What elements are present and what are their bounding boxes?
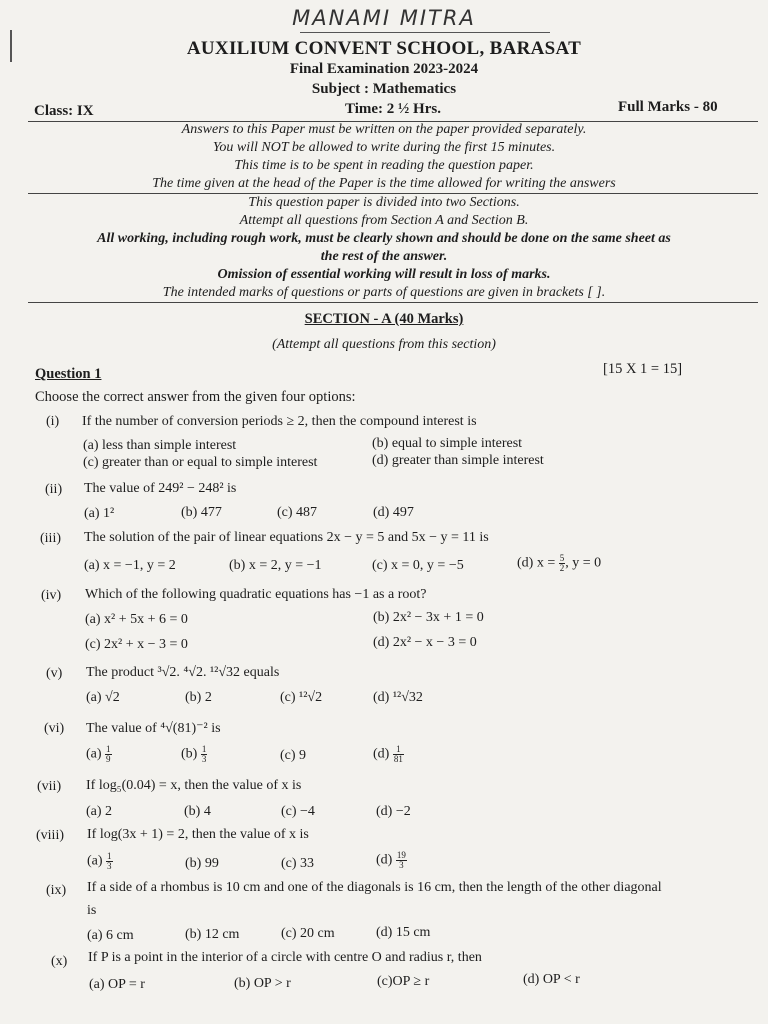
option-a: (a) $\frac{1}{9}$ [86,744,111,764]
subject: Subject : Mathematics [311,81,457,97]
option-d: (d) 497 [373,505,414,520]
instruction-rule [28,193,758,194]
option-a: (a) less than simple interest [83,438,237,453]
option-b: (b) 477 [181,505,222,520]
item-number: (vii) [37,779,62,794]
question-label: Question 1 [35,366,102,382]
option-d: (d) ¹²√32 [373,690,423,705]
instruction-7: All working, including rough work, must be clearly shown and should be done on the same sheet as [97,231,671,246]
option-b: (b) 2x² − 3x + 1 = 0 [373,610,484,625]
option-d: (d) x = $\frac{5}{2}$ , y = 0 [517,553,602,573]
question-text: If a side of a rhombus is 10 cm and one of the diagonals is 16 cm, then the length of the other diagonal [87,880,662,895]
fraction-5-2: $\frac{5}{2}$ [559,553,565,573]
item-number: (x) [51,954,68,969]
section-title: SECTION - A (40 Marks) [304,311,464,327]
option-d: (d) −2 [376,804,411,819]
question-marks: [15 X 1 = 15] [603,361,683,377]
option-b: (b) 12 cm [185,927,240,942]
item-number: (vi) [44,721,65,736]
question-text: If P is a point in the interior of a circle with centre O and radius r, then [88,950,482,965]
option-c: (c)OP ≥ r [377,974,430,989]
option-c: (c) 20 cm [281,926,335,941]
option-c: (c) −4 [281,804,315,819]
option-c: (c) greater than or equal to simple interest [83,455,318,470]
instruction-4: The time given at the head of the Paper is the time allowed for writing the answers [152,176,616,191]
name-underline [300,32,550,33]
instruction-10: The intended marks of questions or parts of questions are given in brackets [ ]. [162,285,606,300]
question-text: The solution of the pair of linear equations 2x − y = 5 and 5x − y = 11 is [84,530,489,545]
option-a: (a) x² + 5x + 6 = 0 [85,612,188,627]
fraction-1-81: $\frac{1}{81}$ [393,744,403,764]
option-b: (b) $\frac{1}{3}$ [181,744,207,764]
option-d: (d) 15 cm [376,925,431,940]
instruction-3: This time is to be spent in reading the question paper. [234,158,534,173]
option-c: (c) 487 [277,505,318,520]
option-d: (d) $\frac{1}{81}$ [373,744,403,764]
instruction-8: the rest of the answer. [320,249,448,264]
option-b: (b) x = 2, y = −1 [229,558,322,573]
option-b: (b) 2 [185,690,212,705]
option-d: (d) $\frac{19}{3}$ [376,850,406,870]
question-text: Which of the following quadratic equations has −1 as a root? [85,587,427,602]
school-name: AUXILIUM CONVENT SCHOOL, BARASAT [186,38,582,59]
option-b: (b) 4 [184,804,211,819]
exam-title: Final Examination 2023-2024 [289,61,479,77]
question-text: The value of 249² − 248² is [84,481,237,496]
option-a: (a) $\frac{1}{3}$ [87,851,112,871]
question-text: If log₅(0.04) = x, then the value of x is [86,778,302,793]
option-b: (b) 99 [185,856,219,871]
fraction-19-3: $\frac{19}{3}$ [396,850,406,870]
option-c: (c) x = 0, y = −5 [372,558,464,573]
fraction-1-3: $\frac{1}{3}$ [107,851,112,871]
time-label: Time: 2 ½ Hrs. [345,101,441,117]
item-number: (iv) [41,588,62,603]
option-d: (d) 2x² − x − 3 = 0 [373,635,477,650]
instruction-6: Attempt all questions from Section A and Section B. [239,213,529,228]
section-subtitle: (Attempt all questions from this section) [272,337,496,352]
option-c: (c) 2x² + x − 3 = 0 [85,637,188,652]
item-number: (iii) [40,531,61,546]
question-text-continued: is [87,903,97,918]
item-number: (ix) [46,883,67,898]
question-text: If log(3x + 1) = 2, then the value of x is [87,827,309,842]
item-number: (viii) [36,828,64,843]
class-label: Class: IX [34,103,94,119]
option-a: (a) 6 cm [87,928,134,943]
option-d: (d) greater than simple interest [372,453,544,468]
fraction-1-9: $\frac{1}{9}$ [106,744,111,764]
fraction-1-3: $\frac{1}{3}$ [201,744,207,764]
instruction-9: Omission of essential working will result in loss of marks. [217,267,551,282]
option-d: (d) OP < r [523,972,580,987]
option-a: (a) 2 [86,804,113,819]
option-a: (a) √2 [86,690,120,705]
option-b: (b) OP > r [234,976,291,991]
question-text: The product ³√2. ⁴√2. ¹²√32 equals [86,665,280,680]
full-marks: Full Marks - 80 [618,99,718,115]
instruction-2: You will NOT be allowed to write during the first 15 minutes. [212,140,556,155]
option-a: (a) 1² [84,506,115,521]
option-c: (c) 9 [280,748,307,763]
option-c: (c) 33 [281,856,315,871]
question-text: If the number of conversion periods ≥ 2, then the compound interest is [82,414,477,429]
option-c: (c) ¹²√2 [280,690,323,705]
item-number: (i) [46,414,60,429]
instructions-end-rule [28,302,758,303]
instruction-5: This question paper is divided into two Sections. [248,195,520,210]
handwritten-name: MANAMI MITRA [292,6,476,30]
option-a: (a) OP = r [89,977,145,992]
item-number: (v) [46,666,63,681]
option-b: (b) equal to simple interest [372,436,523,451]
instruction-1: Answers to this Paper must be written on the paper provided separately. [181,122,587,137]
option-a: (a) x = −1, y = 2 [84,558,176,573]
question-prompt: Choose the correct answer from the given four options: [35,389,356,405]
question-text: The value of ⁴√(81)⁻² is [86,721,221,736]
item-number: (ii) [45,482,63,497]
